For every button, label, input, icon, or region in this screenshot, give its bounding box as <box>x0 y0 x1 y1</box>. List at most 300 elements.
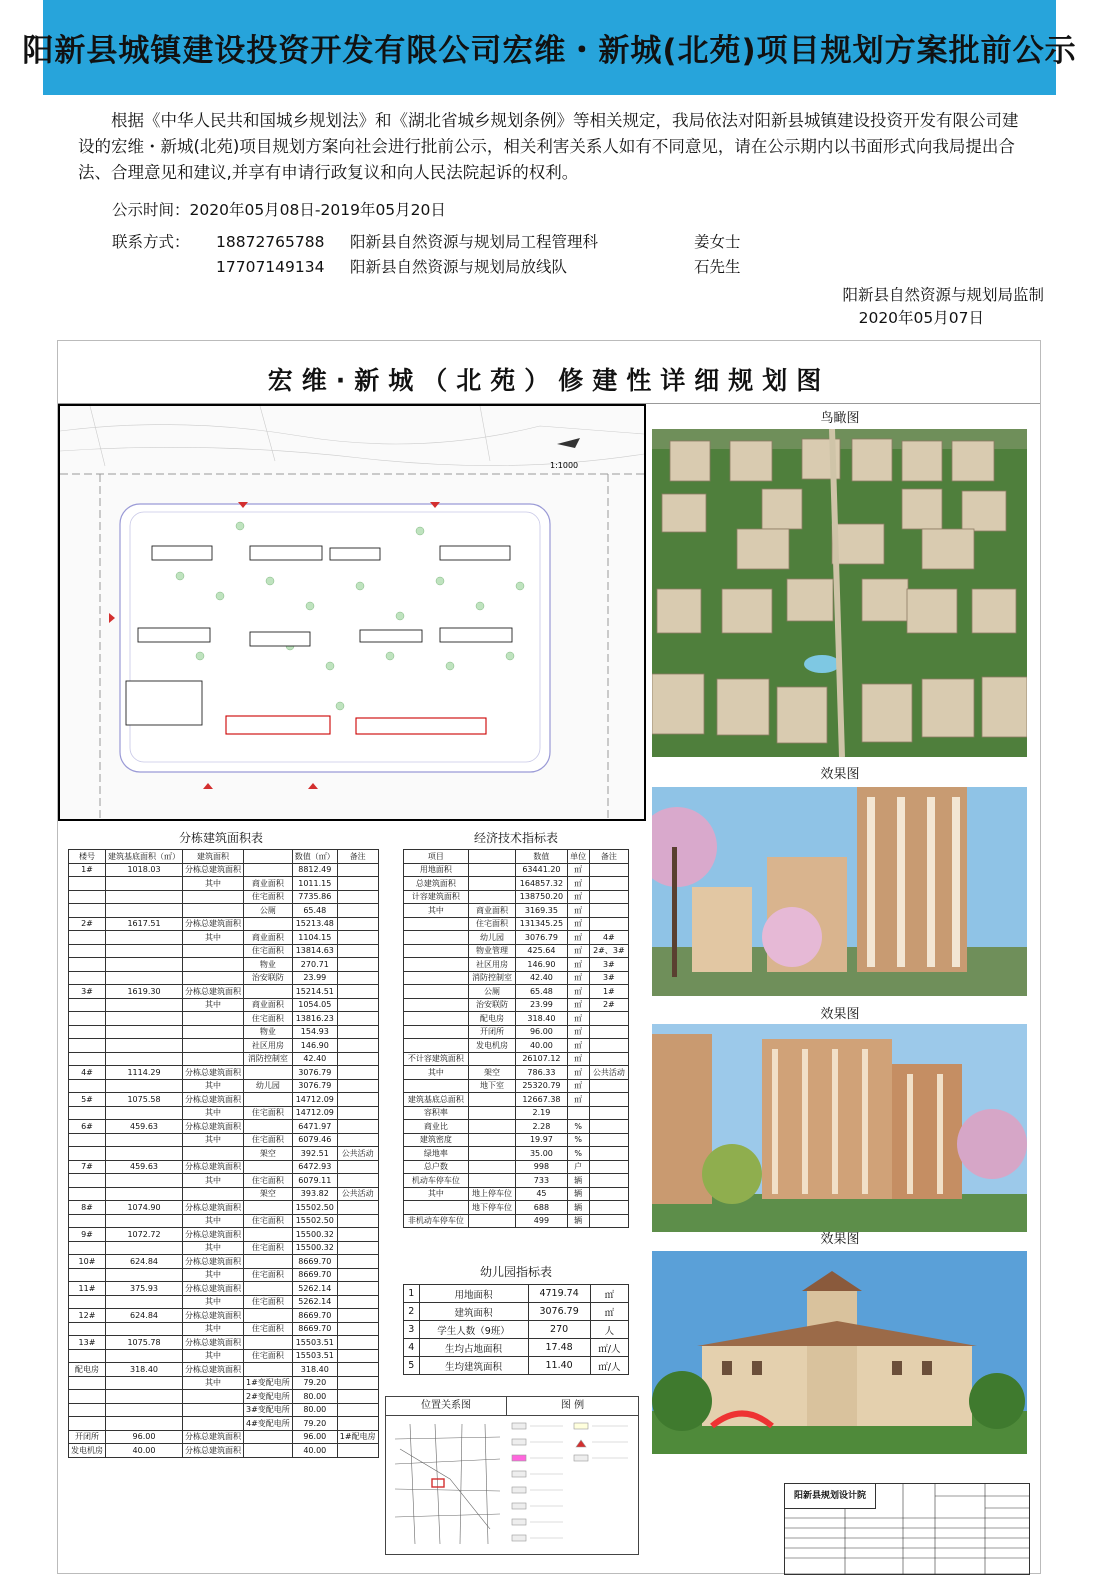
table-cell <box>106 1147 183 1161</box>
table-cell: 375.93 <box>106 1282 183 1296</box>
table-cell <box>404 971 469 985</box>
table-cell: ㎡ <box>567 1093 589 1107</box>
aerial-render <box>652 429 1027 757</box>
table-cell: 其中 <box>183 1268 244 1282</box>
table-cell: 11.40 <box>528 1357 590 1375</box>
table-cell: 23.99 <box>292 971 337 985</box>
legend-symbols <box>508 1419 636 1549</box>
table-row <box>69 904 379 918</box>
table-cell <box>244 1066 293 1080</box>
table-cell <box>183 1187 244 1201</box>
table-row <box>404 1187 629 1201</box>
table-cell: 63441.20 <box>516 863 567 877</box>
table-cell <box>337 931 378 945</box>
table-cell: ㎡ <box>567 1079 589 1093</box>
table-cell <box>183 1039 244 1053</box>
table-cell: 154.93 <box>292 1025 337 1039</box>
table-cell: 住宅面积 <box>244 1133 293 1147</box>
table-cell: ㎡ <box>567 958 589 972</box>
sign-date: 2020年05月07日 <box>858 309 984 327</box>
table-cell: 建筑基底总面积 <box>404 1093 469 1107</box>
table-cell <box>244 1282 293 1296</box>
table-cell: 其中 <box>183 1079 244 1093</box>
table-row <box>69 1417 379 1431</box>
table-cell <box>468 863 516 877</box>
table-cell <box>468 1214 516 1228</box>
table-cell <box>69 958 106 972</box>
table-cell: 26107.12 <box>516 1052 567 1066</box>
table-cell: 624.84 <box>106 1255 183 1269</box>
table-cell <box>337 1066 378 1080</box>
table-cell <box>69 1403 106 1417</box>
table-cell <box>106 931 183 945</box>
table-cell <box>69 1012 106 1026</box>
table-cell: 配电房 <box>69 1363 106 1377</box>
table-cell <box>589 1187 628 1201</box>
table-cell <box>106 1106 183 1120</box>
table-row <box>69 1052 379 1066</box>
table-cell: 15213.48 <box>292 917 337 931</box>
table-row <box>404 1133 629 1147</box>
contact-phone: 18872765788 <box>216 233 325 251</box>
table-cell: 138750.20 <box>516 890 567 904</box>
contact-row-2 <box>112 255 741 277</box>
aerial-render-image <box>652 429 1027 757</box>
contact-dept: 阳新县自然资源与规划局工程管理科 <box>350 233 599 251</box>
table-cell: 1# <box>589 985 628 999</box>
table-cell <box>106 998 183 1012</box>
table-row <box>69 1039 379 1053</box>
table-row <box>69 1295 379 1309</box>
table-row <box>404 890 629 904</box>
table-cell: 总建筑面积 <box>404 877 469 891</box>
table-cell: 79.20 <box>292 1376 337 1390</box>
table-cell: 公厕 <box>244 904 293 918</box>
table-cell: 架空 <box>244 1187 293 1201</box>
table-cell <box>183 1147 244 1161</box>
table-cell: 住宅面积 <box>244 1106 293 1120</box>
table-cell <box>589 1079 628 1093</box>
table-row <box>69 1241 379 1255</box>
table-cell: 45 <box>516 1187 567 1201</box>
table-row <box>404 1285 629 1303</box>
table-cell <box>106 971 183 985</box>
table-row <box>404 1066 629 1080</box>
table-cell: 容积率 <box>404 1106 469 1120</box>
table-cell <box>589 1174 628 1188</box>
table-cell: 8# <box>69 1201 106 1215</box>
table-cell: 公共活动 <box>337 1147 378 1161</box>
table-cell <box>337 1322 378 1336</box>
table-cell <box>69 1174 106 1188</box>
table-cell: 65.48 <box>292 904 337 918</box>
table-cell: 商业面积 <box>468 904 516 918</box>
table-row <box>69 1444 379 1458</box>
table-cell: 2#变配电所 <box>244 1390 293 1404</box>
table-header-cell <box>244 850 293 864</box>
table-cell <box>244 1444 293 1458</box>
table-cell <box>69 904 106 918</box>
table-cell <box>337 917 378 931</box>
table-cell <box>244 863 293 877</box>
table-cell: 生均占地面积 <box>419 1339 528 1357</box>
table-cell <box>106 1268 183 1282</box>
table-cell <box>106 1376 183 1390</box>
table-cell <box>337 1039 378 1053</box>
table-cell: 65.48 <box>516 985 567 999</box>
table-cell: 分栋总建筑面积 <box>183 1430 244 1444</box>
table-cell <box>183 1025 244 1039</box>
table-cell: 2# <box>69 917 106 931</box>
effect-render-1-image <box>652 787 1027 996</box>
table-cell <box>244 917 293 931</box>
table-cell: 其中 <box>183 1241 244 1255</box>
table-cell: 辆 <box>567 1174 589 1188</box>
table-cell <box>468 1052 516 1066</box>
contact-person: 石先生 <box>694 258 741 276</box>
table-header-cell: 数值（㎡） <box>292 850 337 864</box>
table-row <box>69 931 379 945</box>
table-cell: 40.00 <box>516 1039 567 1053</box>
table-cell: 其中 <box>183 1133 244 1147</box>
table-cell <box>244 1363 293 1377</box>
table-cell <box>106 1052 183 1066</box>
table-cell: 住宅面积 <box>244 944 293 958</box>
table-row <box>69 1322 379 1336</box>
table-cell: 1619.30 <box>106 985 183 999</box>
table-cell: 分栋总建筑面积 <box>183 1363 244 1377</box>
table-cell: ㎡ <box>567 1066 589 1080</box>
table-cell: 23.99 <box>516 998 567 1012</box>
table-cell: 幼儿园 <box>244 1079 293 1093</box>
table-cell <box>337 971 378 985</box>
table-cell: 住宅面积 <box>244 1295 293 1309</box>
table-cell: 辆 <box>567 1214 589 1228</box>
table-cell: 459.63 <box>106 1160 183 1174</box>
table-cell <box>244 1430 293 1444</box>
table-cell <box>106 1079 183 1093</box>
table-cell <box>337 1363 378 1377</box>
table-cell <box>589 1160 628 1174</box>
table-cell: 499 <box>516 1214 567 1228</box>
table-cell <box>244 1255 293 1269</box>
table-cell <box>69 1147 106 1161</box>
table-cell <box>404 998 469 1012</box>
table-row <box>404 1201 629 1215</box>
table-cell <box>589 1012 628 1026</box>
table-row <box>69 890 379 904</box>
table-cell <box>589 1147 628 1161</box>
table-cell: ㎡ <box>567 1052 589 1066</box>
table-cell: 学生人数（9班） <box>419 1321 528 1339</box>
table-header-cell: 楼号 <box>69 850 106 864</box>
location-map <box>390 1419 504 1549</box>
table-cell <box>183 958 244 972</box>
table-cell: 131345.25 <box>516 917 567 931</box>
table-cell: ㎡ <box>567 1039 589 1053</box>
table-cell: 商业面积 <box>244 877 293 891</box>
contact-dept: 阳新县自然资源与规划局放线队 <box>350 258 568 276</box>
table-cell: 5 <box>404 1357 420 1375</box>
table-cell: ㎡ <box>567 1012 589 1026</box>
table-cell <box>244 1336 293 1350</box>
table-cell <box>106 1174 183 1188</box>
table-row <box>404 958 629 972</box>
drawing-title-block <box>784 1483 1030 1575</box>
table-cell <box>404 1039 469 1053</box>
render-label-3: 效果图 <box>820 1232 860 1247</box>
table-cell <box>69 1295 106 1309</box>
table-cell: 19.97 <box>516 1133 567 1147</box>
table-cell <box>337 1052 378 1066</box>
table-cell <box>106 1241 183 1255</box>
table-cell: 1617.51 <box>106 917 183 931</box>
table-cell: 9# <box>69 1228 106 1242</box>
table-cell: 459.63 <box>106 1120 183 1134</box>
notice-body <box>78 108 1026 186</box>
table-row <box>404 1052 629 1066</box>
table-row <box>69 1349 379 1363</box>
table-cell: 146.90 <box>292 1039 337 1053</box>
table-cell: 96.00 <box>292 1430 337 1444</box>
table-header-cell <box>468 850 516 864</box>
table-cell: 其中 <box>183 931 244 945</box>
table-cell <box>589 863 628 877</box>
table-cell: 建筑面积 <box>419 1303 528 1321</box>
table-row <box>69 958 379 972</box>
table-cell <box>183 1390 244 1404</box>
table-cell: 1075.58 <box>106 1093 183 1107</box>
table-row <box>404 1147 629 1161</box>
table-row <box>69 1309 379 1323</box>
table-cell <box>69 1349 106 1363</box>
table-cell <box>244 1160 293 1174</box>
table-row <box>69 944 379 958</box>
time-label: 公示时间： <box>112 201 190 219</box>
table-cell: 80.00 <box>292 1390 337 1404</box>
table-cell: ㎡ <box>567 971 589 985</box>
table-cell <box>468 1147 516 1161</box>
table-cell <box>337 1390 378 1404</box>
table-row <box>69 1228 379 1242</box>
table-cell <box>244 1201 293 1215</box>
table-cell <box>337 1376 378 1390</box>
table-row <box>69 998 379 1012</box>
board-title: 宏维·新城（北苑）修建性详细规划图 <box>267 366 831 395</box>
table-cell: 住宅面积 <box>468 917 516 931</box>
table-cell <box>244 1120 293 1134</box>
table-cell: ㎡ <box>567 904 589 918</box>
table-row <box>404 1339 629 1357</box>
table-cell <box>337 863 378 877</box>
table-cell: 其中 <box>183 1295 244 1309</box>
table-cell: 分栋总建筑面积 <box>183 1309 244 1323</box>
table-row <box>69 1403 379 1417</box>
table-cell: 住宅面积 <box>244 1349 293 1363</box>
table-cell: % <box>567 1133 589 1147</box>
table-cell: 消防控制室 <box>244 1052 293 1066</box>
table-cell: 3076.79 <box>292 1079 337 1093</box>
table-row <box>69 863 379 877</box>
table-cell: 不计容建筑面积 <box>404 1052 469 1066</box>
table-cell: 住宅面积 <box>244 1174 293 1188</box>
table-row <box>69 971 379 985</box>
table-cell: 12667.38 <box>516 1093 567 1107</box>
table-cell: 开闭所 <box>69 1430 106 1444</box>
table-cell <box>106 1295 183 1309</box>
table-cell: 分栋总建筑面积 <box>183 985 244 999</box>
table-row <box>69 1376 379 1390</box>
table-cell: 社区用房 <box>468 958 516 972</box>
table-cell: 318.40 <box>292 1363 337 1377</box>
table-cell: ㎡ <box>567 863 589 877</box>
table-cell: 分栋总建筑面积 <box>183 1255 244 1269</box>
table-cell: 15500.32 <box>292 1228 337 1242</box>
building-area-table <box>68 849 379 1458</box>
table-row <box>404 904 629 918</box>
table-cell: 幼儿园 <box>468 931 516 945</box>
time-value: 2020年05月08日-2019年05月20日 <box>189 201 446 219</box>
table-cell: 3076.79 <box>528 1303 590 1321</box>
table-row <box>404 1079 629 1093</box>
table-cell: 4#变配电所 <box>244 1417 293 1431</box>
table-row <box>69 1160 379 1174</box>
table-cell <box>69 1106 106 1120</box>
table-cell <box>589 1025 628 1039</box>
table-row <box>404 1321 629 1339</box>
table-cell: 96.00 <box>516 1025 567 1039</box>
table-cell <box>404 944 469 958</box>
table-cell: 318.40 <box>516 1012 567 1026</box>
table-cell <box>337 1336 378 1350</box>
table-cell: 733 <box>516 1174 567 1188</box>
table-cell <box>337 1444 378 1458</box>
table-cell: 425.64 <box>516 944 567 958</box>
table-cell <box>589 1106 628 1120</box>
table-header-cell: 备注 <box>589 850 628 864</box>
table-cell: 计容建筑面积 <box>404 890 469 904</box>
table-row <box>69 1187 379 1201</box>
table-cell <box>337 998 378 1012</box>
table-cell: 3076.79 <box>292 1066 337 1080</box>
table-cell <box>183 944 244 958</box>
table-cell <box>69 1187 106 1201</box>
table-row <box>69 1093 379 1107</box>
kindergarten-indicator-table <box>403 1284 629 1375</box>
table-cell: 15502.50 <box>292 1201 337 1215</box>
table-cell: 消防控制室 <box>468 971 516 985</box>
contact-row-1 <box>112 230 741 252</box>
table-cell: 8812.49 <box>292 863 337 877</box>
render-label-aerial: 鸟瞰图 <box>820 411 860 426</box>
table-cell: 户 <box>567 1160 589 1174</box>
table-cell: 14712.09 <box>292 1093 337 1107</box>
table-cell: 分栋总建筑面积 <box>183 1228 244 1242</box>
table-cell <box>589 1133 628 1147</box>
table-cell: 机动车停车位 <box>404 1174 469 1188</box>
table-cell <box>244 1093 293 1107</box>
table-cell: 其中 <box>183 998 244 1012</box>
table-cell <box>337 1241 378 1255</box>
table-cell <box>106 904 183 918</box>
table-row <box>404 1106 629 1120</box>
table-header-row <box>69 850 379 864</box>
table-row <box>69 1174 379 1188</box>
table-row <box>404 1160 629 1174</box>
table-cell <box>337 1025 378 1039</box>
table-cell: 建筑密度 <box>404 1133 469 1147</box>
table-cell <box>337 1012 378 1026</box>
table-cell <box>69 1241 106 1255</box>
contact-phone: 17707149134 <box>216 258 325 276</box>
table-cell <box>468 877 516 891</box>
table-cell <box>589 1039 628 1053</box>
table-cell <box>106 944 183 958</box>
table-cell <box>106 890 183 904</box>
table-cell: 8669.70 <box>292 1255 337 1269</box>
table-cell: 42.40 <box>516 971 567 985</box>
table-row <box>69 1120 379 1134</box>
table-cell: 270.71 <box>292 958 337 972</box>
table-cell: 发电机房 <box>468 1039 516 1053</box>
table-cell <box>244 1309 293 1323</box>
table-cell: 1075.78 <box>106 1336 183 1350</box>
table-cell: 其中 <box>183 1322 244 1336</box>
table-cell <box>183 1052 244 1066</box>
table-cell <box>468 1093 516 1107</box>
table-cell <box>337 890 378 904</box>
table-cell: 3 <box>404 1321 420 1339</box>
table-cell: 配电房 <box>468 1012 516 1026</box>
table1-title: 分栋建筑面积表 <box>178 831 263 845</box>
table-row <box>69 1079 379 1093</box>
title-banner <box>22 0 1077 95</box>
table-cell <box>106 1133 183 1147</box>
table-cell: 14712.09 <box>292 1106 337 1120</box>
table2-title: 经济技术指标表 <box>473 831 558 845</box>
table-row <box>404 1303 629 1321</box>
table-cell: 318.40 <box>106 1363 183 1377</box>
table-row <box>404 971 629 985</box>
table-cell <box>337 1201 378 1215</box>
table-cell: ㎡ <box>567 931 589 945</box>
table-cell <box>183 971 244 985</box>
table-cell <box>337 904 378 918</box>
table-cell: ㎡ <box>567 944 589 958</box>
table-cell: 住宅面积 <box>244 1322 293 1336</box>
table-header-row <box>404 850 629 864</box>
table-row <box>404 1120 629 1134</box>
table-cell: 绿地率 <box>404 1147 469 1161</box>
table-cell <box>567 1106 589 1120</box>
table-cell: 其中 <box>404 1066 469 1080</box>
table-cell: 生均建筑面积 <box>419 1357 528 1375</box>
table-cell: 25320.79 <box>516 1079 567 1093</box>
table-cell: 164857.32 <box>516 877 567 891</box>
notice-time <box>112 198 446 220</box>
table-cell <box>106 1187 183 1201</box>
table-cell: 2.19 <box>516 1106 567 1120</box>
table-row <box>69 1268 379 1282</box>
table-cell: 公共活动 <box>337 1187 378 1201</box>
table-cell: 4# <box>589 931 628 945</box>
table-cell: 商业比 <box>404 1120 469 1134</box>
table-header-cell: 建筑基底面积（㎡） <box>106 850 183 864</box>
table-cell: 商业面积 <box>244 931 293 945</box>
table-cell: 治安联防 <box>468 998 516 1012</box>
table-cell: 商业面积 <box>244 998 293 1012</box>
table-cell <box>106 877 183 891</box>
